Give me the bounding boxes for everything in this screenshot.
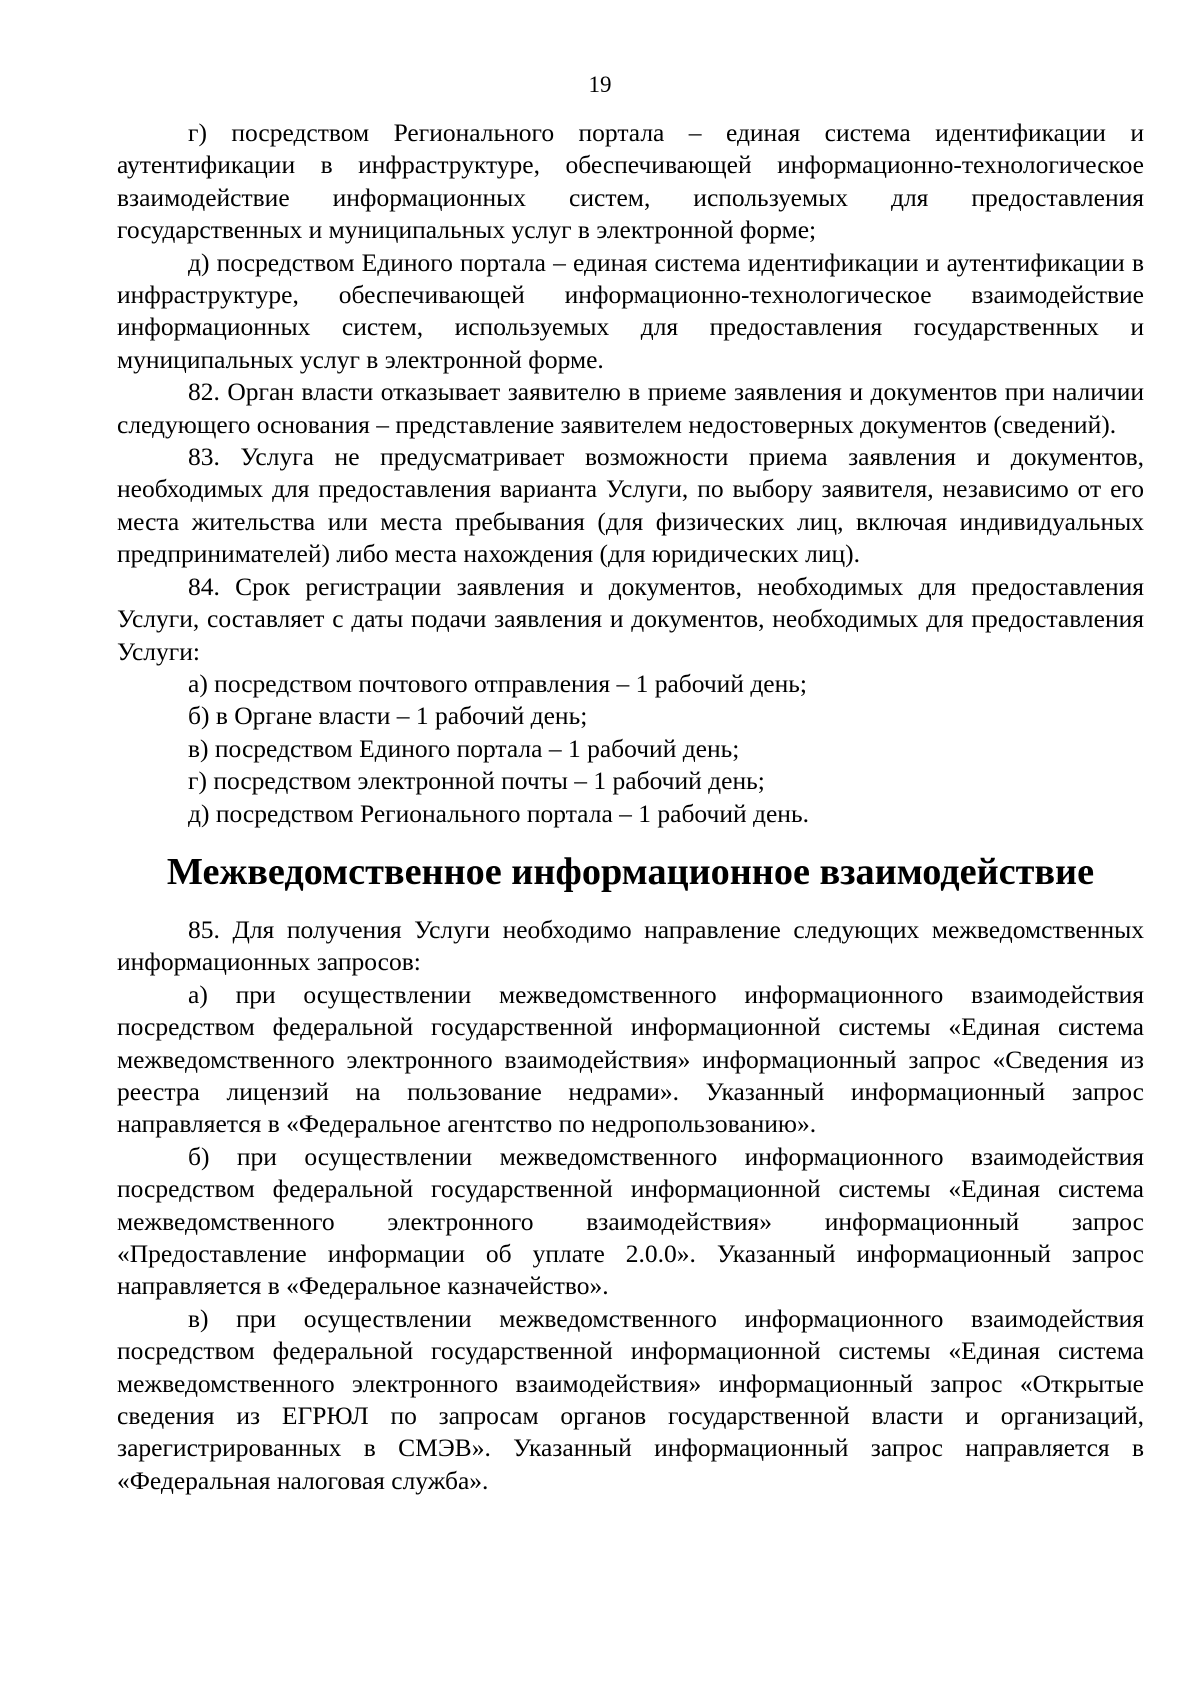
deadline-item-unified-portal: в) посредством Единого портала – 1 рабочий день; — [188, 733, 740, 763]
deadline-item-authority: б) в Органе власти – 1 рабочий день; — [188, 701, 588, 731]
document-body — [117, 117, 1144, 1497]
paragraph-85-a: а) при осуществлении межведомственного информационного взаимодействия посредством федеральной государственной информационной системы «Единая система межведомственного электронного взаимодействия» информационный запрос «Сведения из реестра лицензий на пользование недрами». Указанный информационный запрос направляется в «Федеральное агентство по недропользованию». — [117, 979, 1144, 1139]
paragraph-d-unified-portal: д) посредством Единого портала – единая система идентификации и аутентификации в инфраструктуре, обеспечивающей информационно-технологическое взаимодействие информационных систем, используемых для предоставления государственных и муниципальных услуг в электронной форме. — [117, 247, 1144, 374]
paragraph-84: 84. Срок регистрации заявления и документов, необходимых для предоставления Услуги, составляет с даты подачи заявления и документов, необходимых для предоставления Услуги: — [117, 571, 1144, 666]
paragraph-83: 83. Услуга не предусматривает возможности приема заявления и документов, необходимых для предоставления варианта Услуги, по выбору заявителя, независимо от его места жительства или места пребывания (для физических лиц, включая индивидуальных предпринимателей) либо места нахождения (для юридических лиц). — [117, 442, 1144, 569]
paragraph-g-regional-portal: г) посредством Регионального портала – единая система идентификации и аутентификации в инфраструктуре, обеспечивающей информационно-технологическое взаимодействие информационных систем, используемых для предоставления государственных и муниципальных услуг в электронной форме; — [117, 118, 1144, 245]
page-number: 19 — [588, 72, 612, 97]
deadline-item-regional-portal: д) посредством Регионального портала – 1 рабочий день. — [188, 798, 809, 828]
paragraph-82: 82. Орган власти отказывает заявителю в приеме заявления и документов при наличии следующего основания – представление заявителем недостоверных документов (сведений). — [117, 377, 1144, 439]
section-heading: Межведомственное информационное взаимодействие — [166, 850, 1095, 893]
paragraph-85-b: б) при осуществлении межведомственного информационного взаимодействия посредством федеральной государственной информационной системы «Единая система межведомственного электронного взаимодействия» информационный запрос «Предоставление информации об уплате 2.0.0». Указанный информационный запрос направляется в «Федеральное казначейство». — [117, 1141, 1144, 1301]
deadline-item-email: г) посредством электронной почты – 1 рабочий день; — [188, 766, 765, 796]
paragraph-85: 85. Для получения Услуги необходимо направление следующих межведомственных информационных запросов: — [117, 914, 1144, 977]
deadline-item-post: а) посредством почтового отправления – 1 рабочий день; — [188, 668, 807, 698]
paragraph-85-v: в) при осуществлении межведомственного информационного взаимодействия посредством федеральной государственной информационной системы «Единая система межведомственного электронного взаимодействия» информационный запрос «Открытые сведения из ЕГРЮЛ по запросам органов государственной власти и организаций, зарегистрированных в СМЭВ». Указанный информационный запрос направляется в «Федеральная налоговая служба». — [117, 1303, 1144, 1495]
